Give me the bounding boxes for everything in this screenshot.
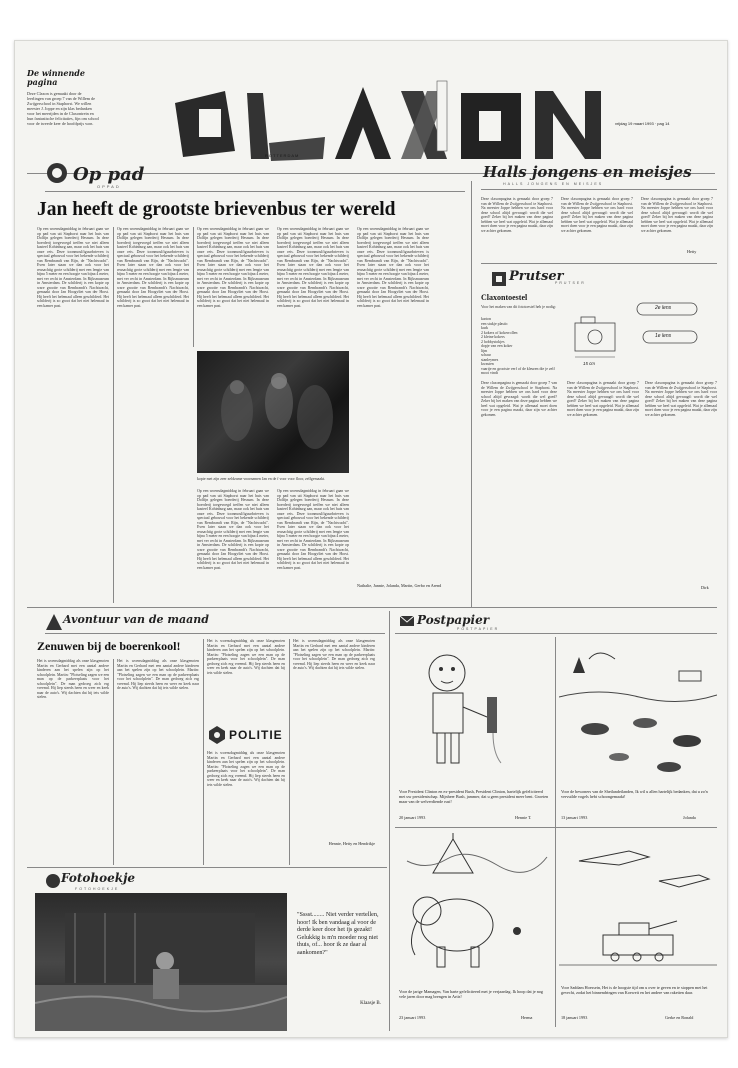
newspaper-page — [14, 40, 728, 1038]
postcard-3-author: Herma — [521, 1015, 533, 1020]
avontuur-col-2: Het is woensdagmiddag als onze klasgenoten Martin en Gerhard met een aantal andere kinderen aan het spelen zijn op het schoolplein. Martin: "Plotseling zagen we een man op de parkeerplaats voor het schoolplein". De man gedroeg zich erg vreemd. Hij liep steeds heen en weer en keek naar de auto's. Wij dachten dat hij iets wilde stelen. — [117, 659, 199, 690]
postcard-4-date: 18 januari 1993 — [561, 1015, 588, 1020]
postcard-1-caption: Voor President Clinton en ex-president Bush, President Clinton, hartelijk gefeliciteerd met uw presidentschap. Mijnheer Bush, jammer, dat u geen president meer bent. Groeten maar van de welverdiende rust! — [399, 789, 549, 804]
postcard-4-drawing — [559, 831, 717, 981]
postcard-1-date: 20 januari 1993 — [399, 815, 426, 820]
prutser-section-title: Prutser — [509, 269, 564, 284]
prutser-item: kwasten — [481, 362, 494, 366]
prutser-icon — [491, 271, 507, 287]
postpapier-section-sub: POSTPAPIER — [457, 627, 500, 631]
masthead-logo — [165, 73, 605, 165]
prutser-item: dopje van een koker — [481, 344, 513, 348]
postcard-1-author: Hennie T. — [515, 815, 532, 820]
prutser-item: een stukje plastic — [481, 321, 508, 326]
oppad-signature: Nathalie, Jannie, Jolanda, Martin, Gerbo en Arend — [357, 583, 442, 588]
prutser-col-1b: Deze claxonpagina is gemaakt door groep 7 van de Willem de Zwijgerschool te Staphorst. Na meester Joppe hebben we ons hard voor deze school altijd gevraagd: wordt die wel goed? Zeker bij het maken van deze pagina hebben we heel wat opgeleid. Wat je allemaal moet doen voor je een pagina maakt, daar zijn we achter gekomen. — [481, 381, 557, 417]
halls-col-2: Deze claxonpagina is gemaakt door groep 7 van de Willem de Zwijgerschool te Staphorst. Na meester Joppe hebben we ons hard voor deze school altijd gevraagd: wordt die wel goed? Zeker bij het maken van deze pagina hebben we heel wat opgeleid. Wat je allemaal moet doen voor je een pagina maakt, daar zijn we achter gekomen. — [561, 197, 633, 233]
halls-col-1: Deze claxonpagina is gemaakt door groep 7 van de Willem de Zwijgerschool te Staphorst. Na meester Joppe hebben we ons hard voor deze school altijd gevraagd: wordt die wel goed? Zeker bij het maken van deze pagina hebben we heel wat opgeleid. Wat je allemaal moet doen voor je een pagina maakt, daar zijn we achter gekomen. — [481, 197, 553, 233]
oppad-col-2: Op een woensdagmiddag in februari gaan we op pad van uit Staphorst naar het huis van Dolfijn gelegen boerderij Hessum. In deze boerderij toegevoegd treffen we niet alleen kasteel Kohinburg aan, maar ook het huis van onze reis. Deze toonmoulfiguurbrieven is speciaal gebouwd voor het bekende schilderij van Rembrandt van Rijn, de "Nachtwacht". Even later staan we dan ook voor het reusachtig grote schilderij met een lengte van bijna 5 meter en een hoogte van bijna 4 meter, met ver recht in Amsterdam. In Rijksmuseum in Amsterdam. De schilderij is een kopie op ware grootte van Rembrandt's Nachtwacht, gemaakt door Jan Hoogvliet van der Horst. Hij heeft het helemaal alleen geschilderd. Het schilderij is zo groot dat het niet helemaal in een kamer past. — [117, 227, 189, 308]
tank-plane-drawing — [559, 831, 717, 981]
prutser-item: 2 kleine kokers — [481, 335, 505, 339]
postpapier-icon — [399, 613, 415, 629]
nachtwacht-figures — [197, 351, 349, 473]
masthead-date: vrijdag 19 maart 1993 · pag 14 — [615, 121, 670, 126]
halls-col-3: Deze claxonpagina is gemaakt door groep 7 van de Willem de Zwijgerschool te Staphorst. Na meester Joppe hebben we ons hard voor deze school altijd gevraagd: wordt die wel goed? Zeker bij het maken van deze pagina hebben we heel wat opgeleid. Wat je allemaal moet doen voor je een pagina maakt, daar zijn we achter gekomen. — [641, 197, 713, 233]
avontuur-section-title: Avontuur van de maand — [63, 613, 209, 626]
postcard-2-caption: Voor de bewoners van de Shetlandeilanden, Ik wil u allen hartelijk bedanken, dat u zo'n vervuilde vogels hebt schoongemaakt! — [561, 789, 708, 799]
postpapier-mark — [399, 613, 415, 629]
postcard-3-date: 23 januari 1993 — [399, 1015, 426, 1020]
clinton-bush-drawing — [397, 637, 551, 787]
prutser-item: stanleymes — [481, 357, 499, 362]
avontuur-col-4: Het is woensdagmiddag als onze klasgenoten Martin en Gerhard met een aantal andere kinderen aan het spelen zijn op het schoolplein. Martin: "Plotseling zagen we een man op de parkeerplaats voor het schoolplein". De man gedroeg zich erg vreemd. Hij liep steeds heen en weer en keek naar de auto's. Wij dachten dat hij iets wilde stelen. — [293, 639, 375, 670]
fotohoekje-icon — [45, 873, 61, 889]
avontuur-mark — [45, 613, 63, 631]
prutser-item: 2 kokers of kokerrollen — [481, 330, 518, 335]
fotohoekje-section-sub: FOTOHOEKJE — [75, 887, 120, 891]
oppad-col-4b: Op een woensdagmiddag in februari gaan we op pad van uit Staphorst naar het huis van Dolfijn gelegen boerderij Hessum. In deze boerderij toegevoegd treffen we niet alleen kasteel Kohinburg aan, maar ook het huis van onze reis. Deze toonmoulfiguurbrieven is speciaal gebouwd voor het bekende schilderij van Rembrandt van Rijn, de "Nachtwacht". Even later staan we dan ook voor het reusachtig grote schilderij met een lengte van bijna 5 meter en een hoogte van bijna 4 meter, met ver recht in Amsterdam. In Rijksmuseum in Amsterdam. De schilderij is een kopie op ware grootte van Rembrandt's Nachtwacht, gemaakt door Jan Hoogvliet van der Horst. Hij heeft het helemaal alleen geschilderd. Het schilderij is zo groot dat het niet helemaal in een kamer past. — [277, 489, 349, 570]
prutser-title: Claxontoestel — [481, 293, 528, 302]
postcard-2-author: Jolanda — [683, 815, 696, 820]
postcard-4-author: Gerke en Ronald — [665, 1015, 694, 1020]
avontuur-col-3b: Het is woensdagmiddag als onze klasgenoten Martin en Gerhard met een aantal andere kinderen aan het spelen zijn op het schoolplein. Martin: "Plotseling zagen we een man op de parkeerplaats voor het schoolplein". De man gedroeg zich erg vreemd. Hij liep steeds heen en weer en keek naar de auto's. Wij dachten dat hij iets wilde stelen. — [207, 751, 285, 787]
sketch-label-15cm: 15 cm — [583, 361, 595, 366]
fotohoekje-mark — [45, 873, 61, 889]
prutser-intro: Voor het maken van dit fototoestel heb je nodig: — [481, 305, 556, 309]
halls-section-sub: HALLS JONGENS EN MEISJES — [503, 182, 604, 186]
fotohoekje-photo — [35, 893, 287, 1031]
prutser-item: vaartje en grootste verf of de kleuren die je zelf mooi vindt — [481, 366, 555, 375]
oppad-col-1: Op een woensdagmiddag in februari gaan we op pad van uit Staphorst naar het huis van Dolfijn gelegen boerderij Hessum. In deze boerderij toegevoegd treffen we niet alleen kasteel Kohinburg aan, maar ook het huis van onze reis. Deze toonmoulfiguurbrieven is speciaal gebouwd voor het bekende schilderij van Rembrandt van Rijn, de "Nachtwacht". Even later staan we dan ook voor het reusachtig grote schilderij met een lengte van bijna 5 meter en een hoogte van bijna 4 meter, met ver recht in Amsterdam. In Rijksmuseum in Amsterdam. De schilderij is een kopie op ware grootte van Rembrandt's Nachtwacht, gemaakt door Jan Hoogvliet van der Horst. Hij heeft het helemaal alleen geschilderd. Het schilderij is zo groot dat het niet helemaal in een kamer past. — [37, 227, 109, 308]
avontuur-col-3a: Het is woensdagmiddag als onze klasgenoten Martin en Gerhard met een aantal andere kinderen aan het spelen zijn op het schoolplein. Martin: "Plotseling zagen we een man op de parkeerplaats voor het schoolplein". De man gedroeg zich erg vreemd. Hij liep steeds heen en weer en keek naar de auto's. Wij dachten dat hij iets wilde stelen. — [207, 639, 285, 675]
fotohoekje-section-title: Fotohoekje — [61, 871, 136, 885]
oppad-col-4: Op een woensdagmiddag in februari gaan we op pad van uit Staphorst naar het huis van Dolfijn gelegen boerderij Hessum. In deze boerderij toegevoegd treffen we niet alleen kasteel Kohinburg aan, maar ook het huis van onze reis. Deze toonmoulfiguurbrieven is speciaal gebouwd voor het bekende schilderij van Rembrandt van Rijn, de "Nachtwacht". Even later staan we dan ook voor het reusachtig grote schilderij met een lengte van bijna 5 meter en een hoogte van bijna 4 meter, met ver recht in Amsterdam. In Rijksmuseum in Amsterdam. De schilderij is een kopie op ware grootte van Rembrandt's Nachtwacht, gemaakt door Jan Hoogvliet van der Horst. Hij heeft het helemaal alleen geschilderd. Het schilderij is zo groot dat het niet helemaal in een kamer past. — [277, 227, 349, 308]
oppad-icon — [45, 161, 69, 185]
halls-signature: Hetty — [687, 249, 697, 254]
prutser-mark — [491, 271, 507, 287]
ice-child-image — [35, 893, 287, 1031]
claxon-logo-art — [165, 73, 605, 165]
postpapier-section-title: Postpapier — [417, 613, 490, 627]
postcard-1-drawing — [397, 637, 551, 787]
nachtwacht-photo — [197, 351, 349, 473]
sketch-label-1e: 1e lens — [655, 333, 672, 339]
prutser-item: karton — [481, 317, 491, 321]
oppad-mark — [45, 161, 69, 185]
avontuur-icon — [45, 613, 63, 631]
postcard-2-drawing — [559, 637, 717, 787]
oppad-col-5: Op een woensdagmiddag in februari gaan we op pad van uit Staphorst naar het huis van Dolfijn gelegen boerderij Hessum. In deze boerderij toegevoegd treffen we niet alleen kasteel Kohinburg aan, maar ook het huis van onze reis. Deze toonmoulfiguurbrieven is speciaal gebouwd voor het bekende schilderij van Rembrandt van Rijn, de "Nachtwacht". Even later staan we dan ook voor het reusachtig grote schilderij met een lengte van bijna 5 meter en een hoogte van bijna 4 meter, met ver recht in Amsterdam. In Rijksmuseum in Amsterdam. De schilderij is een kopie op ware grootte van Rembrandt's Nachtwacht, gemaakt door Jan Hoogvliet van der Horst. Hij heeft het helemaal alleen geschilderd. Het schilderij is zo groot dat het niet helemaal in een kamer past. — [357, 227, 429, 308]
postcard-4-caption: Voor Saddam Hoessein, Het is de hoogste tijd om u over te geven en te stoppen met het gevecht, zodat het binnendringen van Koeweit en het andere van raketten daar. — [561, 985, 708, 995]
masthead-small-tag: ROTTERDAM — [265, 153, 300, 158]
prutser-item: 2 hobbystokjes — [481, 339, 505, 344]
politie-badge-icon — [207, 725, 227, 745]
oppad-section-title: Op pad — [73, 164, 145, 185]
prutser-item: schaar — [481, 353, 491, 357]
sketch-label-2e: 2e lens — [655, 305, 672, 311]
prutser-section-sub: PRUTSER — [555, 281, 586, 285]
postcard-2-date: 13 januari 1993 — [561, 815, 588, 820]
oppad-col-3: Op een woensdagmiddag in februari gaan we op pad van uit Staphorst naar het huis van Dolfijn gelegen boerderij Hessum. In deze boerderij toegevoegd treffen we niet alleen kasteel Kohinburg aan, maar ook het huis van onze reis. Deze toonmoulfiguurbrieven is speciaal gebouwd voor het bekende schilderij van Rembrandt van Rijn, de "Nachtwacht". Even later staan we dan ook voor het reusachtig grote schilderij met een lengte van bijna 5 meter en een hoogte van bijna 4 meter, met ver recht in Amsterdam. In Rijksmuseum in Amsterdam. De schilderij is een kopie op ware grootte van Rembrandt's Nachtwacht, gemaakt door Jan Hoogvliet van der Horst. Hij heeft het helemaal alleen geschilderd. Het schilderij is zo groot dat het niet helemaal in een kamer past. — [197, 227, 269, 308]
avontuur-headline: Zenuwen bij de boerenkool! — [37, 639, 181, 653]
oppad-col-3b: Op een woensdagmiddag in februari gaan we op pad van uit Staphorst naar het huis van Dolfijn gelegen boerderij Hessum. In deze boerderij toegevoegd treffen we niet alleen kasteel Kohinburg aan, maar ook het huis van onze reis. Deze toonmoulfiguurbrieven is speciaal gebouwd voor het bekende schilderij van Rembrandt van Rijn, de "Nachtwacht". Even later staan we dan ook voor het reusachtig grote schilderij met een lengte van bijna 5 meter en een hoogte van bijna 4 meter, met ver recht in Amsterdam. In Rijksmuseum in Amsterdam. De schilderij is een kopie op ware grootte van Rembrandt's Nachtwacht, gemaakt door Jan Hoogvliet van der Horst. Hij heeft het helemaal alleen geschilderd. Het schilderij is zo groot dat het niet helemaal in een kamer past. — [197, 489, 269, 570]
tagline-title: De winnende pagina — [27, 68, 85, 87]
politie-logo — [207, 725, 287, 745]
oppad-headline: Jan heeft de grootste brievenbus ter wereld — [37, 199, 396, 220]
prutser-col-3: Deze claxonpagina is gemaakt door groep 7 van de Willem de Zwijgerschool te Staphorst. Na meester Joppe hebben we ons hard voor deze school altijd gevraagd: wordt die wel goed? Zeker bij het maken van deze pagina hebben we heel wat opgeleid. Wat je allemaal moet doen voor je een pagina maakt, daar zijn we achter gekomen. — [645, 381, 717, 417]
tagline-text: Deze Claxon is gemaakt door de leerlingen van groep 7 van de Willem de Zwijgerschool in Staphorst. We willen meester J. Joppe en zijn klas bedanken voor het meerijden in de Claxontrein en hun fantastische felicitaties, fijn om school voor de tweede keer de hoofdprijs won. — [27, 91, 99, 126]
prutser-col-2: Deze claxonpagina is gemaakt door groep 7 van de Willem de Zwijgerschool te Staphorst. Na meester Joppe hebben we ons hard voor deze school altijd gevraagd: wordt die wel goed? Zeker bij het maken van deze pagina hebben we heel wat opgeleid. Wat je allemaal moet doen voor je een pagina maakt, daar zijn we achter gekomen. — [567, 381, 639, 417]
shetland-birds-drawing — [559, 637, 717, 787]
prutser-items — [481, 317, 557, 377]
halls-section-title: Halls jongens en meisjes — [483, 163, 692, 181]
oppad-photo-caption: kopie met zijn zeer zeldzame voornamen Jan en de f voor voor floor, zelfgemaakt. — [197, 477, 326, 481]
politie-label: POLITIE — [229, 728, 283, 742]
postcard-3-caption: Voor de jarige Mamagen, Van harte gefeliciteerd met je verjaardag. Ik hoop dat je nog vele jaren door mag brengen in Artis! — [399, 989, 544, 999]
prutser-item: lijm — [481, 348, 488, 353]
avontuur-signature: Hennie, Hetty en Hendrikje — [328, 841, 375, 846]
prutser-item: kurk — [481, 326, 489, 330]
avontuur-col-1: Het is woensdagmiddag als onze klasgenoten Martin en Gerhard met een aantal andere kinderen aan het spelen zijn op het schoolplein. Martin: "Plotseling zagen we een man op de parkeerplaats voor het schoolplein". De man gedroeg zich erg vreemd. Hij liep steeds heen en weer en keek naar de auto's. Wij dachten dat hij iets wilde stelen. — [37, 659, 109, 699]
elephant-party-drawing — [397, 831, 551, 987]
prutser-signature: Dirk — [701, 585, 709, 590]
fotohoekje-signature: Klaasje B. — [360, 1001, 381, 1006]
fotohoekje-quote: "Sssst........ Niet verder vertellen, hoor! Ik ben vandaag al voor de derde keer door het ijs gezakt! Gelukkig is m'n moeder nog niet thuis, of... hoor ik ze daar al aankomen?" — [297, 911, 379, 956]
postcard-3-drawing — [397, 831, 551, 987]
oppad-section-sub: OPPAD — [97, 184, 121, 189]
